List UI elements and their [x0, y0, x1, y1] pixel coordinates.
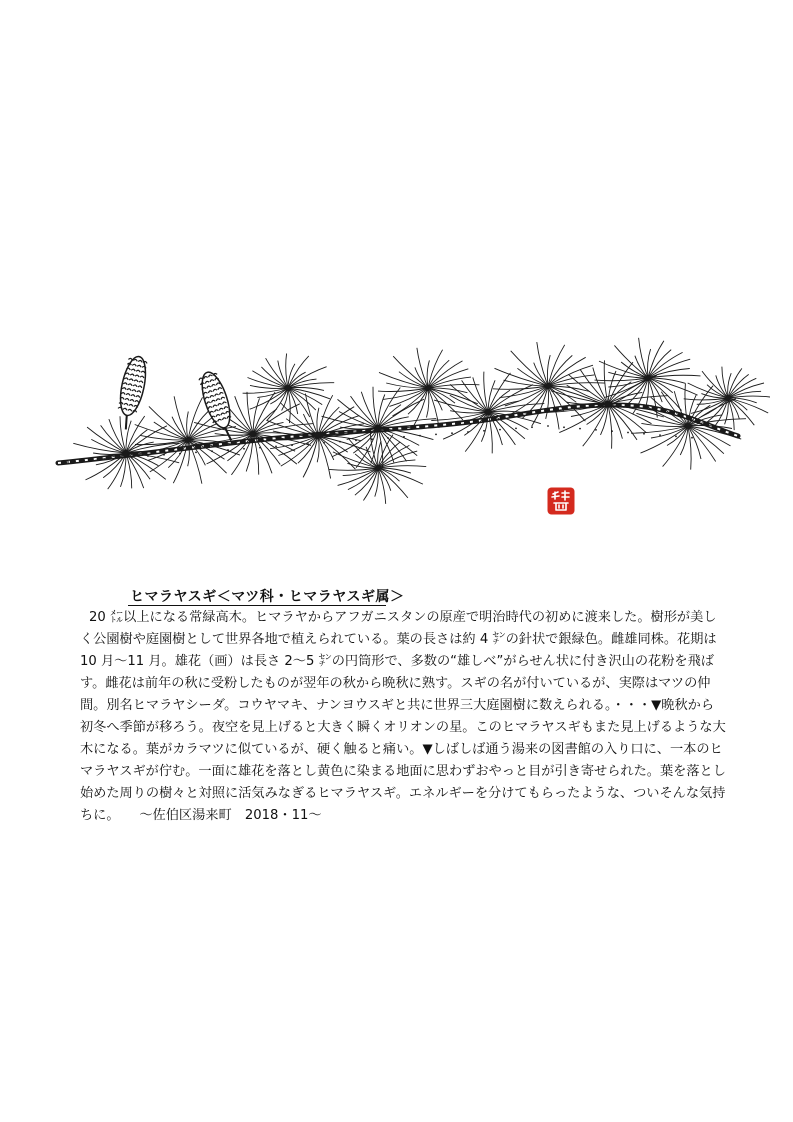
- body-line: 20 ㍍以上になる常緑高木。ヒマラヤからアフガニスタンの原産で明治時代の初めに渡来した。樹形が美し: [89, 610, 717, 625]
- body-line: す。雌花は前年の秋に受粉したものが翌年の秋から晩秋に熟す。スギの名が付いているが、実際はマツの仲: [80, 676, 711, 691]
- body-line: 木になる。葉がカラマツに似ているが、硬く触ると痛い。▼しばしば通う湯来の図書館の入り口に、一本のヒ: [80, 742, 723, 757]
- body-line: 始めた周りの樹々と対照に活気みなぎるヒマラヤスギ。エネルギーを分けてもらったような、ついそんな気持: [80, 786, 726, 801]
- body-line: ちに。 ～佐伯区湯来町 2018・11～: [80, 808, 322, 823]
- male-cone: [197, 369, 240, 444]
- body-line: マラヤスギが佇む。一面に雄花を落とし黄色に染まる地面に思わずおやっと目が引き寄せられた。葉を落とし: [80, 764, 726, 779]
- male-cone: [113, 354, 150, 431]
- body-line: く公園樹や庭園樹として世界各地で植えられている。葉の長さは約 4 ㌢の針状で銀緑色。雌雄同株。花期は: [80, 632, 717, 647]
- needle-cluster: [378, 348, 479, 428]
- article-title: ヒマラヤスギ＜マツ科・ヒマラヤスギ属＞: [130, 589, 405, 605]
- title-underline: [128, 605, 386, 606]
- cedar-branch-illustration: [48, 318, 770, 518]
- body-line: 10 月～11 月。雄花（画）は長さ 2～5 ㌢の円筒形で、多数の“雄しべ”がらせん状に付き沢山の花粉を飛ば: [80, 654, 714, 669]
- article-body: [80, 607, 726, 827]
- body-line: 間。別名ヒマラヤシーダ。コウヤマキ、ナンヨウスギと共に世界三大庭園樹に数えられる。・・・▼晩秋から: [80, 698, 715, 713]
- needle-cluster: [547, 360, 668, 448]
- body-line: 初冬へ季節が移ろう。夜空を見上げると大きく瞬くオリオンの星。このヒマラヤスギもまた見上げるような大: [80, 720, 726, 735]
- needle-cluster: [243, 354, 335, 424]
- red-seal-stamp-icon: [546, 486, 576, 516]
